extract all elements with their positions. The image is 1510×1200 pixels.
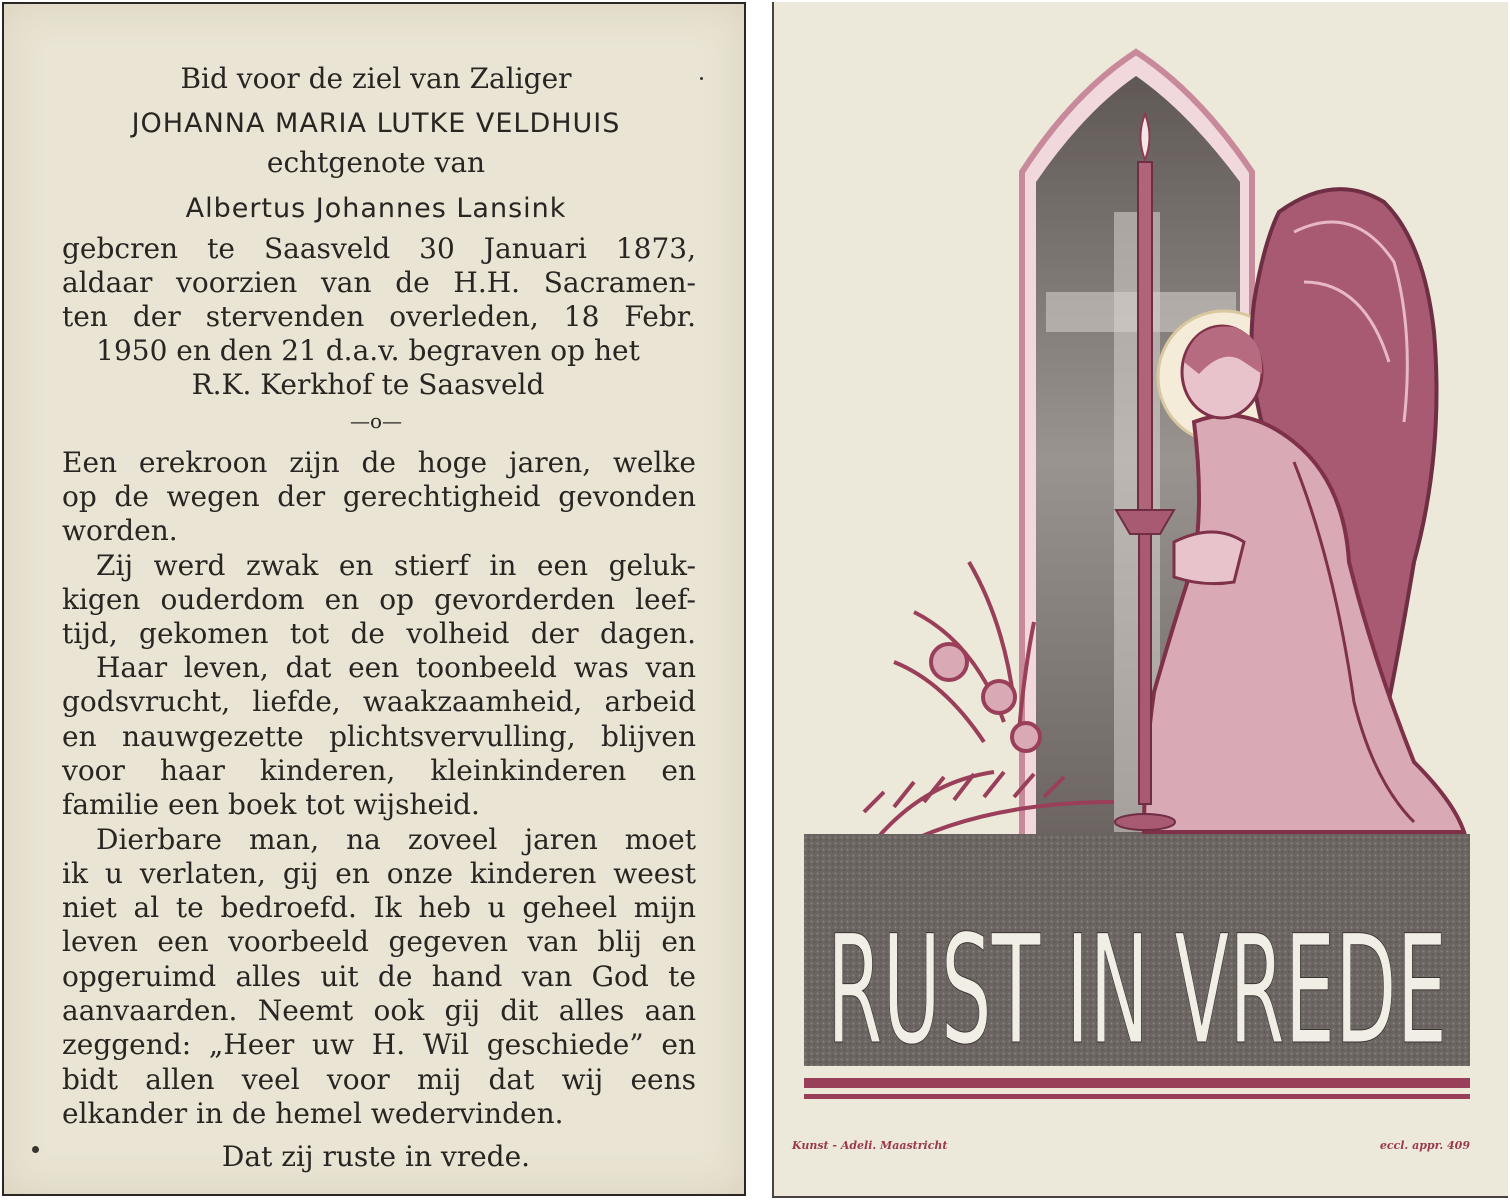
bio-line: aldaar voorzien van de H.H. Sacramen- [62, 266, 696, 299]
rust-in-vrede-text: RUST IN VREDE [827, 904, 1447, 1078]
body-line: Zij werd zwak en stierf in een geluk- [96, 549, 696, 582]
body-line: Haar leven, dat een toonbeeld was van [96, 651, 696, 684]
closing-line: Dat zij ruste in vrede. [221, 1140, 531, 1173]
ink-dot [32, 1146, 39, 1153]
bio-line: 1950 en den 21 d.a.v. begraven op het [96, 334, 640, 367]
deceased-name: JOHANNA MARIA LUTKE VELDHUIS [131, 108, 621, 139]
body-line: bidt allen veel voor mij dat wij eens [62, 1063, 696, 1096]
approval-number: eccl. appr. 409 [1379, 1139, 1470, 1152]
body-line: Een erekroon zijn de hoge jaren, welke [62, 446, 696, 479]
publisher-credit: Kunst - Adeli. Maastricht [792, 1139, 948, 1152]
ink-dot [700, 77, 703, 80]
header-line: echtgenote van [266, 146, 486, 179]
divider: —o— [349, 409, 403, 433]
body-line: op de wegen der gerechtigheid gevonden [62, 480, 696, 513]
body-line: godsvrucht, liefde, waakzaamheid, arbeid [62, 685, 696, 718]
card-text [4, 4, 744, 1194]
bio-line: ten der stervenden overleden, 18 Febr. [62, 300, 696, 333]
prayer-card-text-side [2, 2, 746, 1196]
prayer-card-image-side [772, 2, 1508, 1198]
body-line: en nauwgezette plichtsvervulling, blijven [62, 720, 696, 753]
body-line: aanvaarden. Neemt ook gij dit alles aan [62, 994, 696, 1027]
body-line: ik u verlaten, gij en onze kinderen weest [62, 857, 696, 890]
angel-illustration [774, 2, 1510, 1198]
body-line: niet al te bedroefd. Ik heb u geheel mijn [62, 891, 696, 924]
body-line: familie een boek tot wijsheid. [62, 788, 480, 821]
body-line: zeggend: „Heer uw H. Wil geschiede” en [62, 1028, 696, 1061]
body-line: elkander in de hemel wedervinden. [62, 1097, 564, 1130]
spouse-name: Albertus Johannes Lansink [185, 193, 567, 224]
body-line: Dierbare man, na zoveel jaren moet [96, 823, 696, 856]
body-line: worden. [62, 514, 178, 547]
body-line: voor haar kinderen, kleinkinderen en [62, 754, 696, 787]
body-line: leven een voorbeeld gegeven van blij en [62, 925, 696, 958]
bio-line: gebcren te Saasveld 30 Januari 1873, [62, 232, 696, 265]
body-line: opgeruimd alles uit de hand van God te [62, 960, 696, 993]
body-line: tijd, gekomen tot de volheid der dagen. [62, 617, 696, 650]
bio-line: R.K. Kerkhof te Saasveld [191, 368, 545, 401]
body-line: kigen ouderdom en op gevorderden leef- [62, 583, 696, 616]
header-line: Bid voor de ziel van Zaliger [180, 62, 572, 95]
